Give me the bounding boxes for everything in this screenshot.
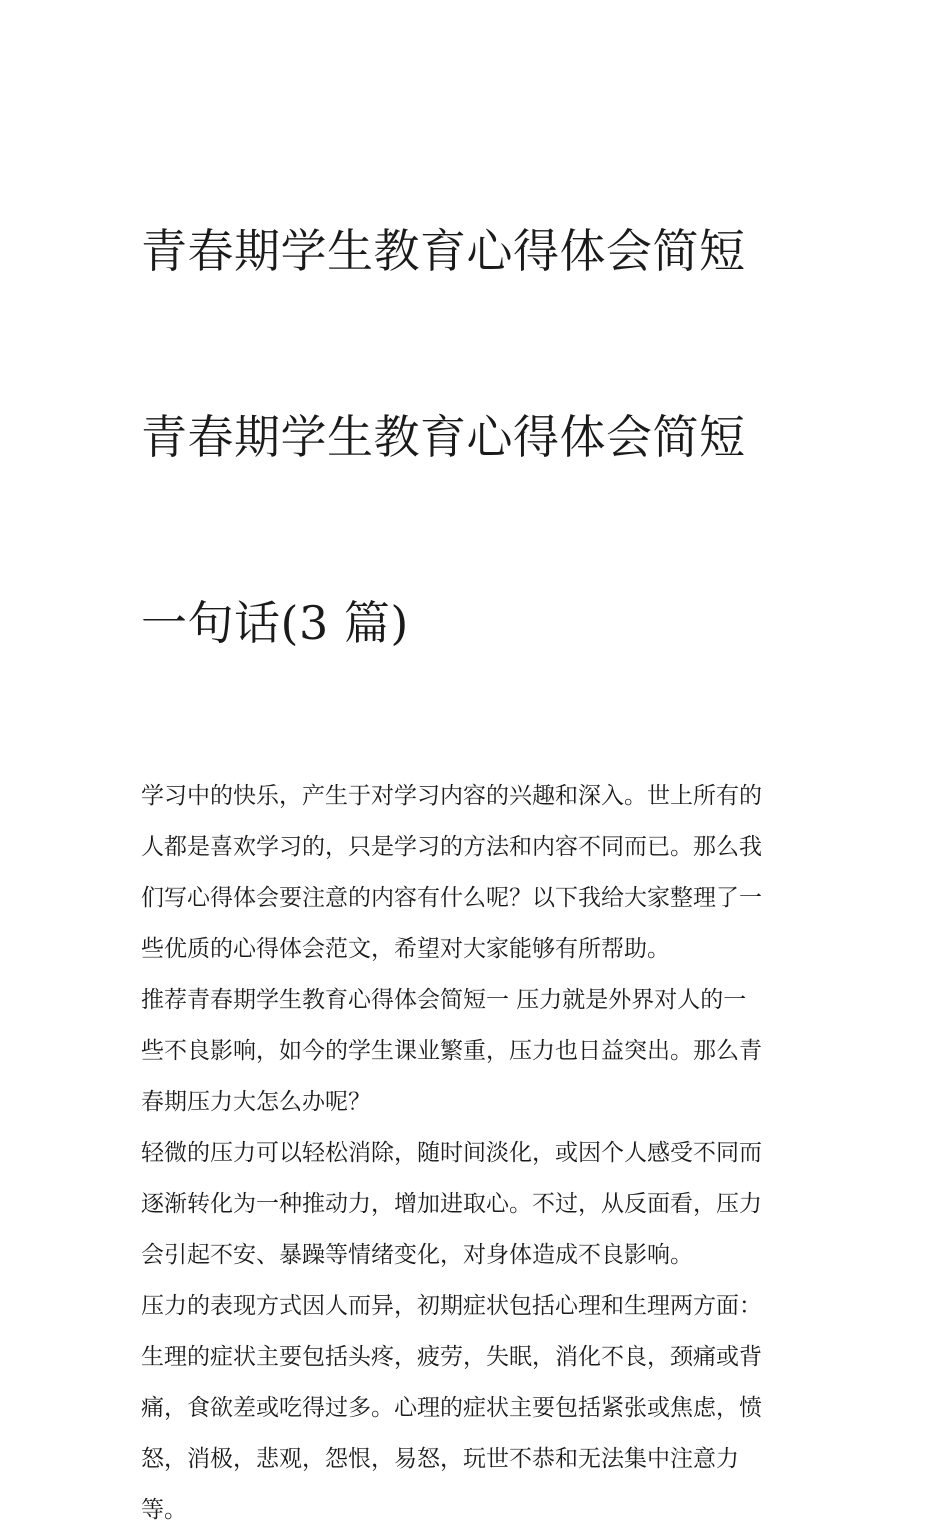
paragraph-line: 们写心得体会要注意的内容有什么呢？以下我给大家整理了一 [141, 885, 762, 911]
paragraph-line: 些不良影响，如今的学生课业繁重，压力也日益突出。那么青 [141, 1038, 762, 1064]
paragraph-line: 生理的症状主要包括头疼，疲劳，失眠，消化不良，颈痛或背 [141, 1344, 762, 1370]
paragraph-recommend [141, 975, 813, 1128]
paragraph-line: 逐渐转化为一种推动力，增加进取心。不过，从反面看，压力 [141, 1191, 762, 1217]
title-line-2: 青春期学生教育心得体会简短 [141, 410, 746, 464]
paragraph-line: 学习中的快乐，产生于对学习内容的兴趣和深入。世上所有的 [141, 783, 762, 809]
paragraph-line: 推荐青春期学生教育心得体会简短一 压力就是外界对人的一 [141, 987, 747, 1013]
paragraph-line: 春期压力大怎么办呢？ [141, 1089, 371, 1115]
document-title [141, 112, 813, 763]
paragraph-line: 些优质的心得体会范文，希望对大家能够有所帮助。 [141, 936, 670, 962]
title-line-1: 青春期学生教育心得体会简短 [141, 224, 746, 278]
paragraph-line: 人都是喜欢学习的，只是学习的方法和内容不同而已。那么我 [141, 834, 762, 860]
paragraph-line: 痛，食欲差或吃得过多。心理的症状主要包括紧张或焦虑，愤 [141, 1395, 762, 1421]
paragraph-line: 等。 [141, 1497, 187, 1523]
paragraph-line: 压力的表现方式因人而异，初期症状包括心理和生理两方面： [141, 1293, 762, 1319]
document-page [141, 112, 813, 1536]
paragraph-mild-pressure [141, 1128, 813, 1281]
paragraph-line: 会引起不安、暴躁等情绪变化，对身体造成不良影响。 [141, 1242, 693, 1268]
paragraph-line: 轻微的压力可以轻松消除，随时间淡化，或因个人感受不同而 [141, 1140, 762, 1166]
paragraph-line: 怒，消极，悲观，怨恨，易怒，玩世不恭和无法集中注意力 [141, 1446, 739, 1472]
paragraph-symptoms [141, 1281, 813, 1536]
paragraph-intro [141, 763, 813, 975]
title-line-3: 一句话(3 篇) [141, 596, 409, 650]
